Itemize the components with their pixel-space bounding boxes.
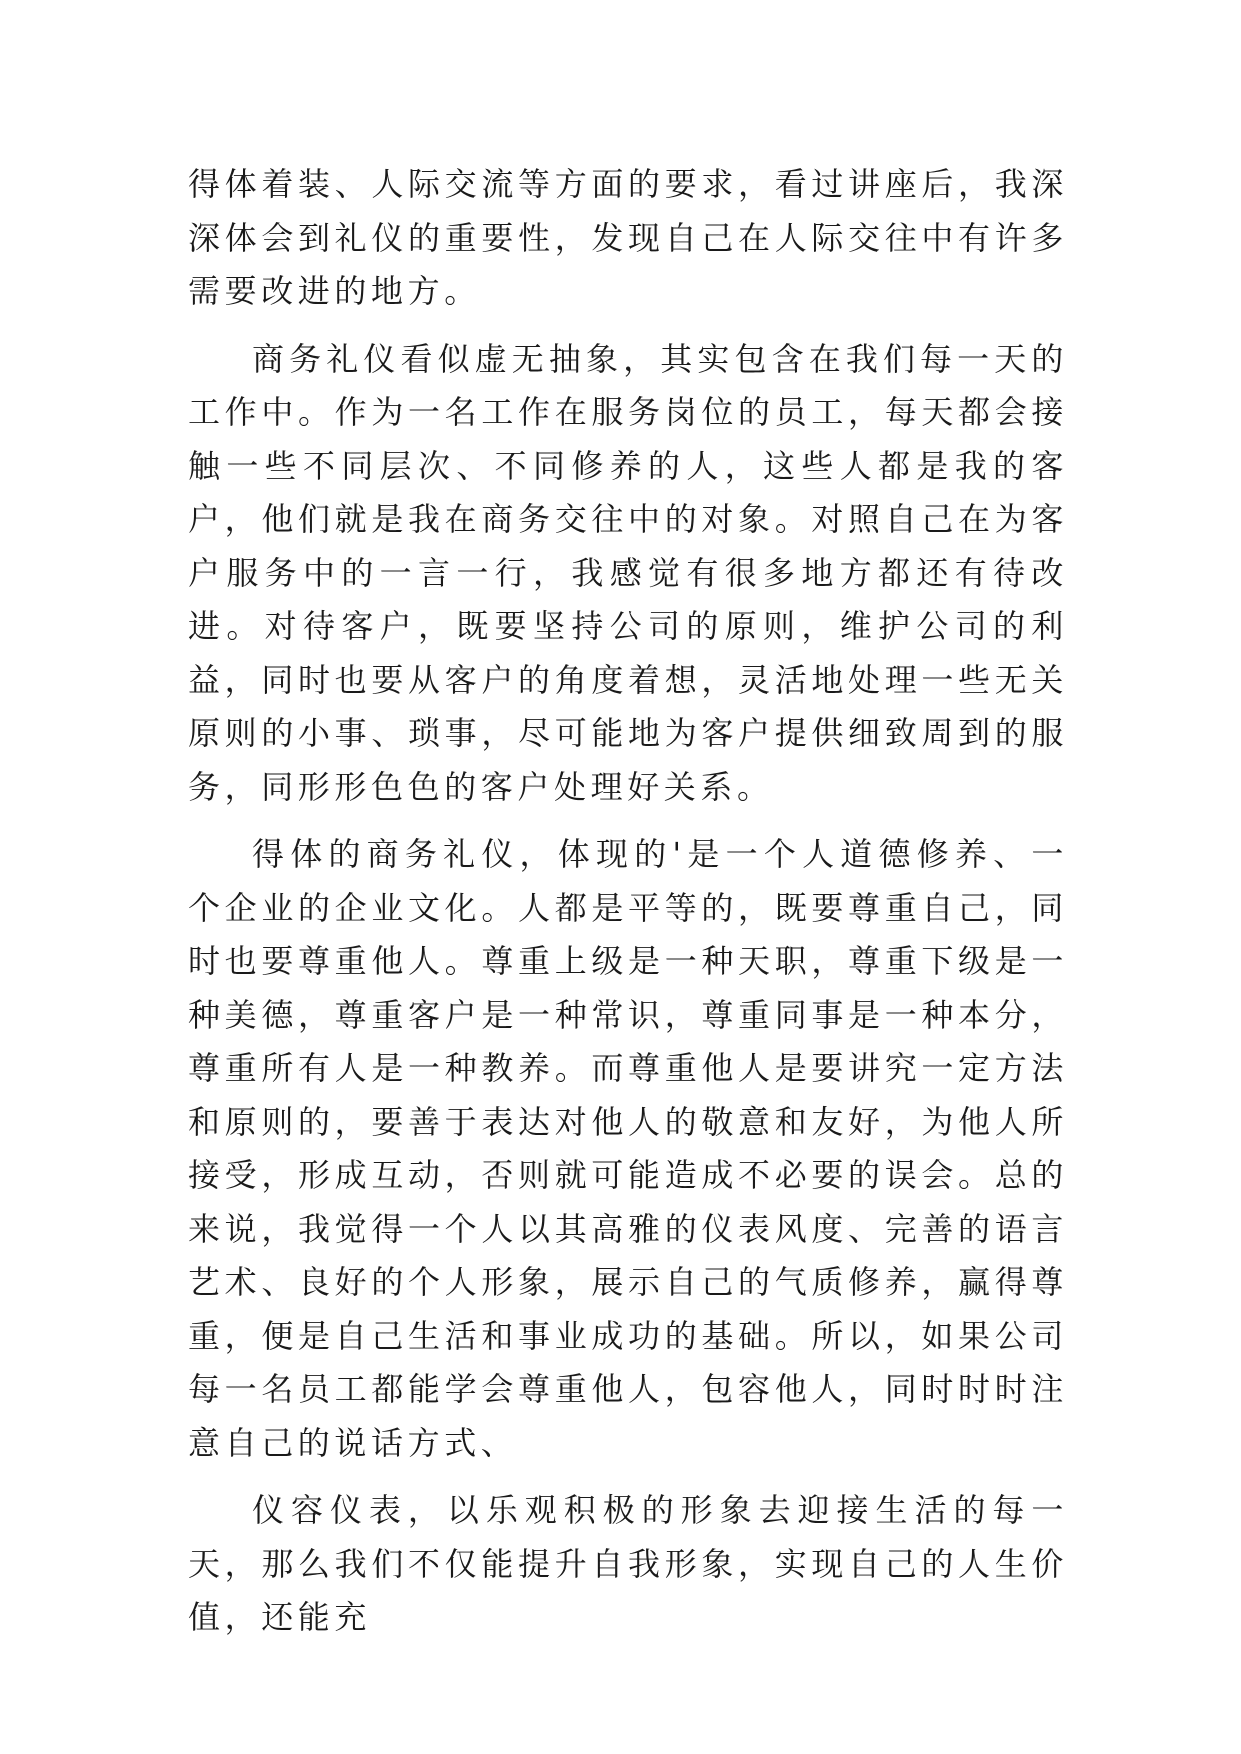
paragraph-3: 得体的商务礼仪，体现的'是一个人道德修养、一个企业的企业文化。人都是平等的，既要尊重自己，同时也要尊重他人。尊重上级是一种天职，尊重下级是一种美德，尊重客户是一种常识，尊重同事是一种本分，尊重所有人是一种教养。而尊重他人是要讲究一定方法和原则的，要善于表达对他人的敬意和友好，为他人所接受，形成互动，否则就可能造成不必要的误会。总的来说，我觉得一个人以其高雅的仪表风度、完善的语言艺术、良好的个人形象，展示自己的气质修养，赢得尊重，便是自己生活和事业成功的基础。所以，如果公司每一名员工都能学会尊重他人，包容他人，同时时时注意自己的说话方式、 xyxy=(188,835,1068,1462)
paragraph-4: 仪容仪表，以乐观积极的形象去迎接生活的每一天，那么我们不仅能提升自我形象，实现自己的人生价值，还能充 xyxy=(188,1491,1068,1636)
paragraph-1: 得体着装、人际交流等方面的要求，看过讲座后，我深深体会到礼仪的重要性，发现自己在人际交往中有许多需要改进的地方。 xyxy=(188,165,1068,310)
document-body xyxy=(188,158,1068,1659)
paragraph-2: 商务礼仪看似虚无抽象，其实包含在我们每一天的工作中。作为一名工作在服务岗位的员工，每天都会接触一些不同层次、不同修养的人，这些人都是我的客户，他们就是我在商务交往中的对象。对照自己在为客户服务中的一言一行，我感觉有很多地方都还有待改进。对待客户，既要坚持公司的原则，维护公司的利益，同时也要从客户的角度着想，灵活地处理一些无关原则的小事、琐事，尽可能地为客户提供细致周到的服务，同形形色色的客户处理好关系。 xyxy=(188,339,1068,806)
